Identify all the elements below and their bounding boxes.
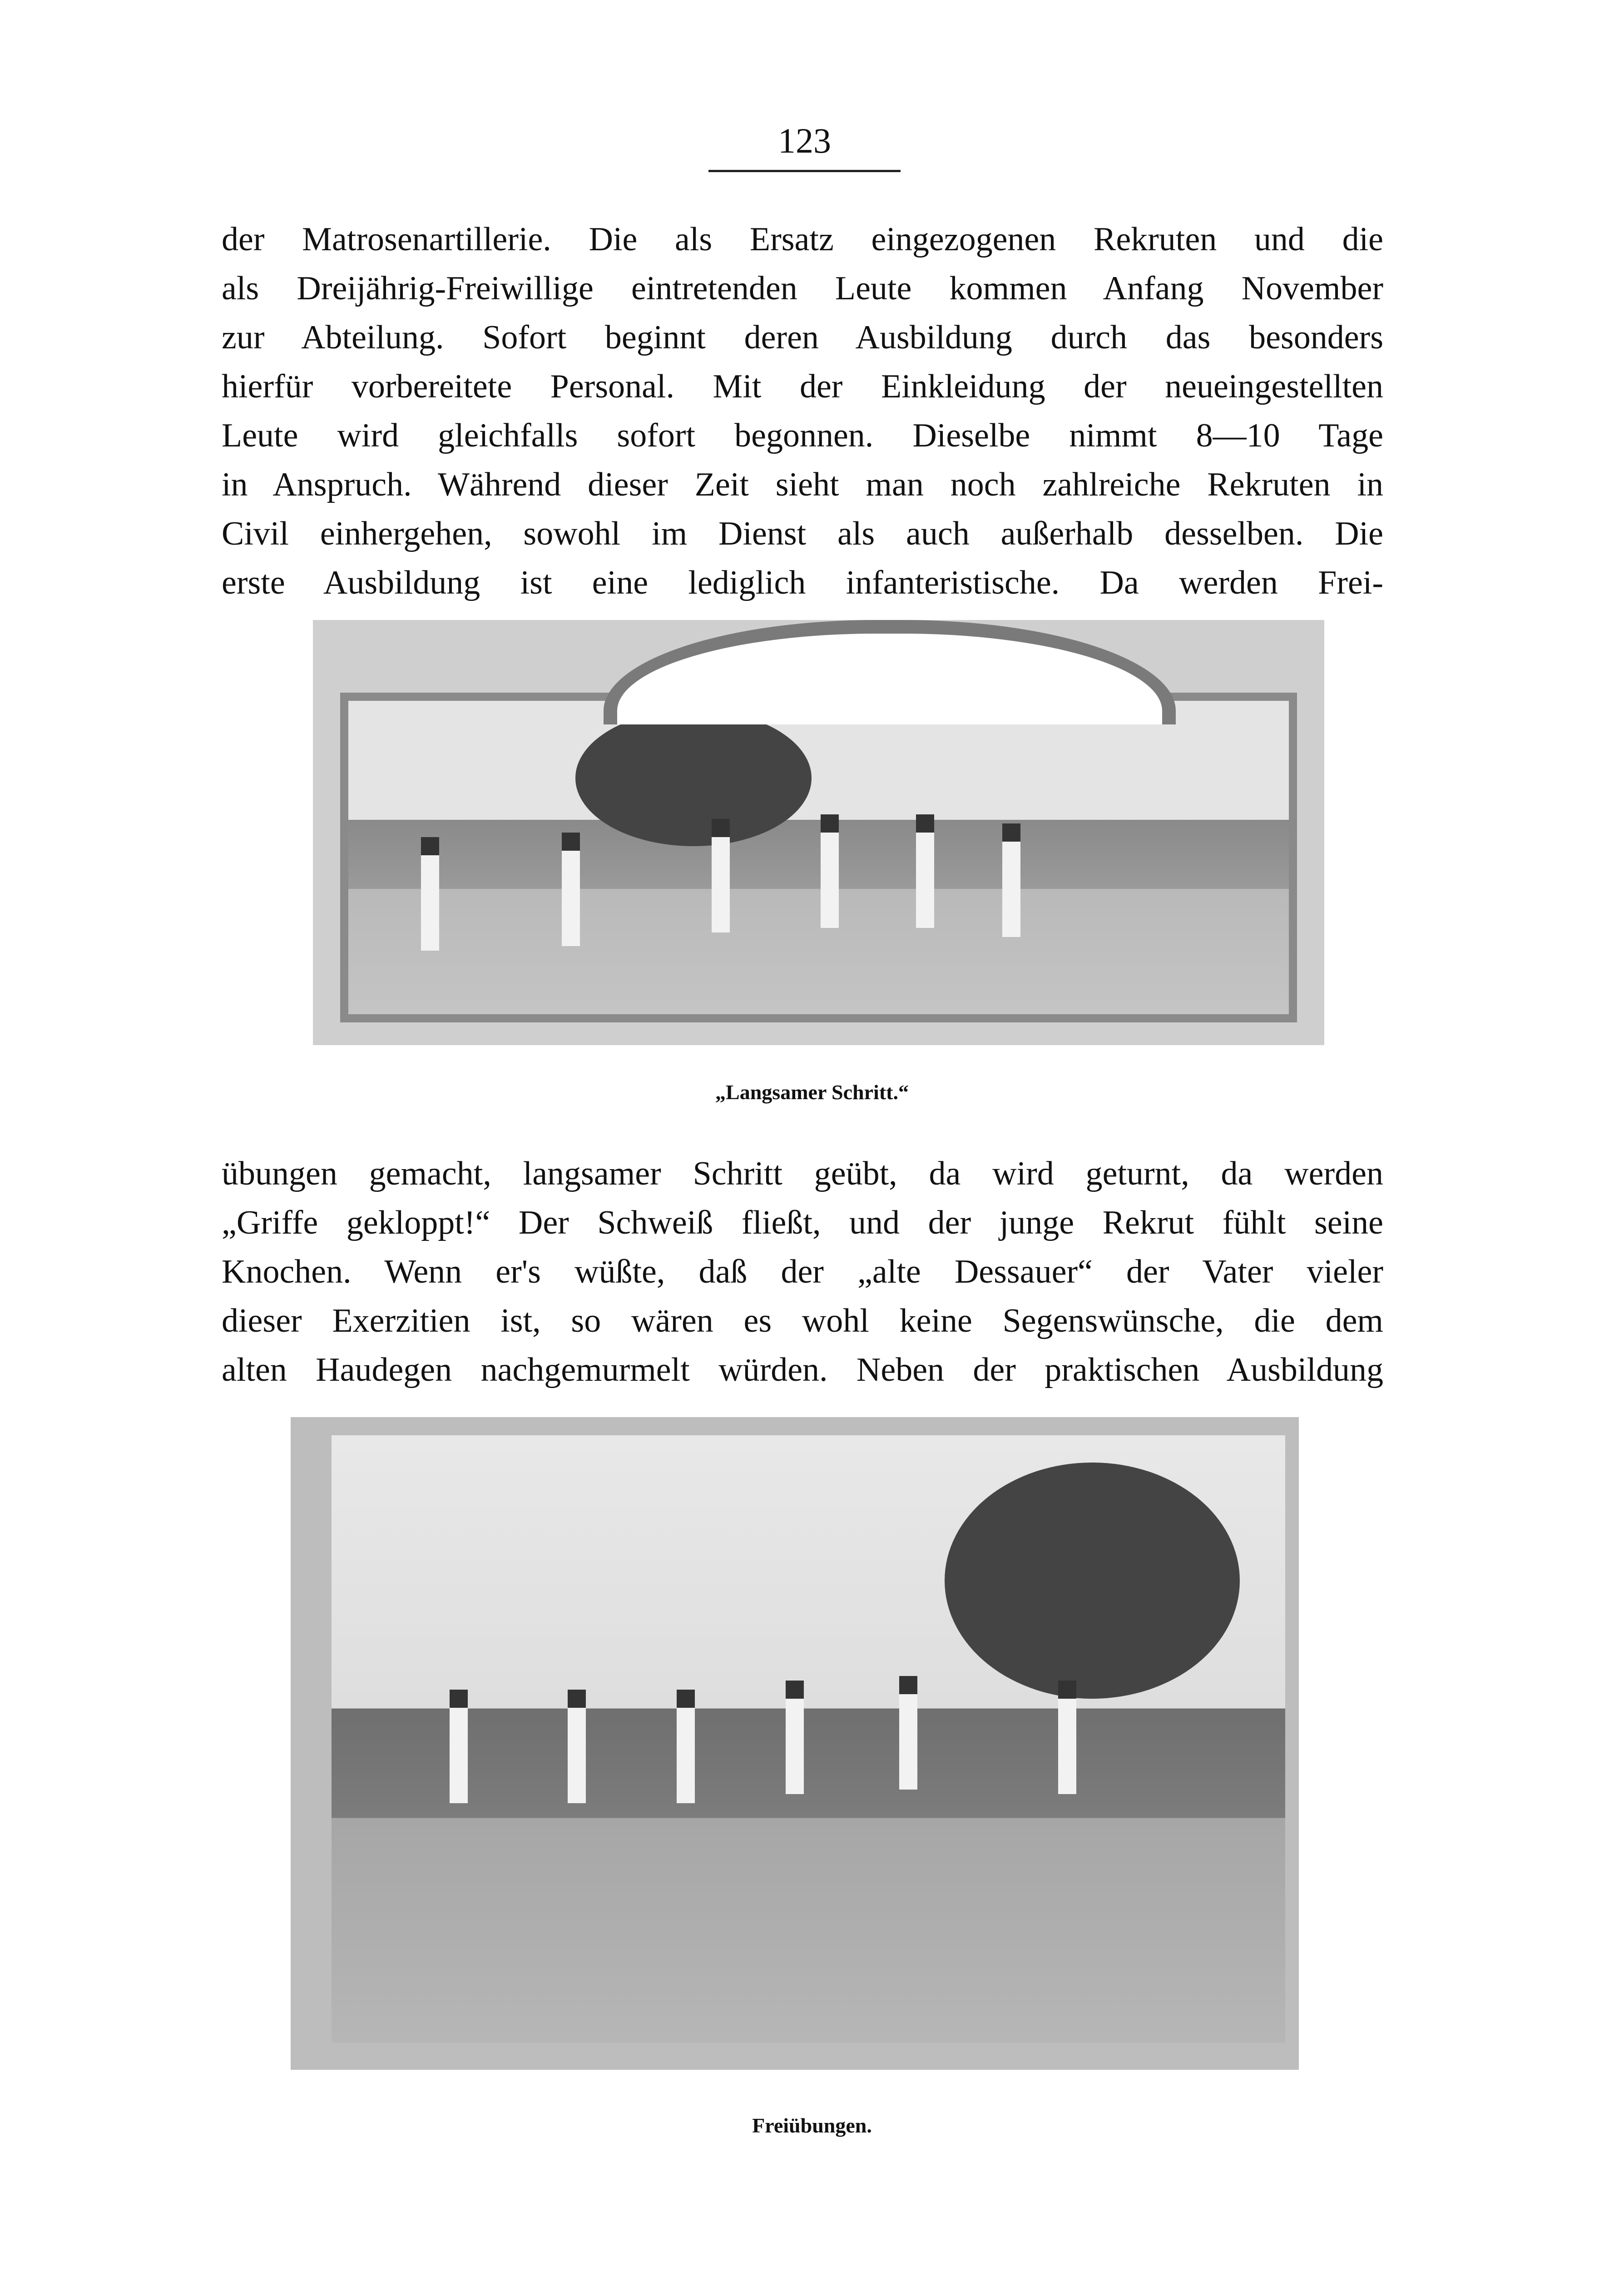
soldier-figure [568, 1690, 586, 1803]
photo-scene [332, 1435, 1285, 2043]
soldier-figure [786, 1681, 804, 1794]
text-line: dieser Exerzitien ist, so wären es wohl keine Segenswünsche, die dem [222, 1302, 1383, 1339]
soldier-figure [677, 1690, 695, 1803]
soldier-figure [450, 1690, 468, 1803]
text-line: hierfür vorbereitete Personal. Mit der Einkleidung der neueingestellten [222, 368, 1383, 405]
soldier-figure [899, 1676, 917, 1790]
soldier-figure [821, 814, 839, 928]
soldier-figure [1058, 1681, 1076, 1794]
figure-caption-1: „Langsamer Schritt.“ [715, 1081, 909, 1104]
page-number: 123 [778, 121, 831, 160]
figure-caption-2: Freiübungen. [752, 2114, 872, 2137]
text-line: erste Ausbildung ist eine lediglich infanteristische. Da werden Frei- [222, 564, 1383, 601]
soldier-figure [712, 819, 730, 932]
text-line: zur Abteilung. Sofort beginnt deren Ausbildung durch das besonders [222, 319, 1383, 356]
text-line: der Matrosenartillerie. Die als Ersatz eingezogenen Rekruten und die [222, 221, 1383, 258]
soldier-figure [421, 837, 439, 951]
text-line: in Anspruch. Während dieser Zeit sieht man noch zahlreiche Rekruten in [222, 466, 1383, 503]
photo-freiuebungen [291, 1417, 1299, 2070]
soldier-figure [916, 814, 934, 928]
text-line: als Dreijährig-Freiwillige eintretenden Leute kommen Anfang November [222, 270, 1383, 307]
text-line: Civil einhergehen, sowohl im Dienst als auch außerhalb desselben. Die [222, 515, 1383, 552]
tree [575, 710, 812, 846]
soldier-figure [562, 833, 580, 946]
text-line: Knochen. Wenn er's wüßte, daß der „alte Dessauer“ der Vater vieler [222, 1253, 1383, 1290]
text-line: Leute wird gleichfalls sofort begonnen. Dieselbe nimmt 8—10 Tage [222, 417, 1383, 454]
photo-langsamer-schritt [313, 620, 1324, 1045]
text-line: „Griffe gekloppt!“ Der Schweiß fließt, und der junge Rekrut fühlt seine [222, 1204, 1383, 1241]
paragraph-1 [222, 215, 1383, 607]
text-line: alten Haudegen nachgemurmelt würden. Neben der praktischen Ausbildung [222, 1351, 1383, 1388]
tree [945, 1463, 1240, 1699]
header-rule [708, 170, 901, 172]
photo-scene [340, 693, 1297, 1022]
paragraph-2 [222, 1149, 1383, 1394]
photo-arch-frame [604, 620, 1176, 724]
text-line: übungen gemacht, langsamer Schritt geübt, da wird geturnt, da werden [222, 1155, 1383, 1192]
soldier-figure [1002, 823, 1020, 937]
